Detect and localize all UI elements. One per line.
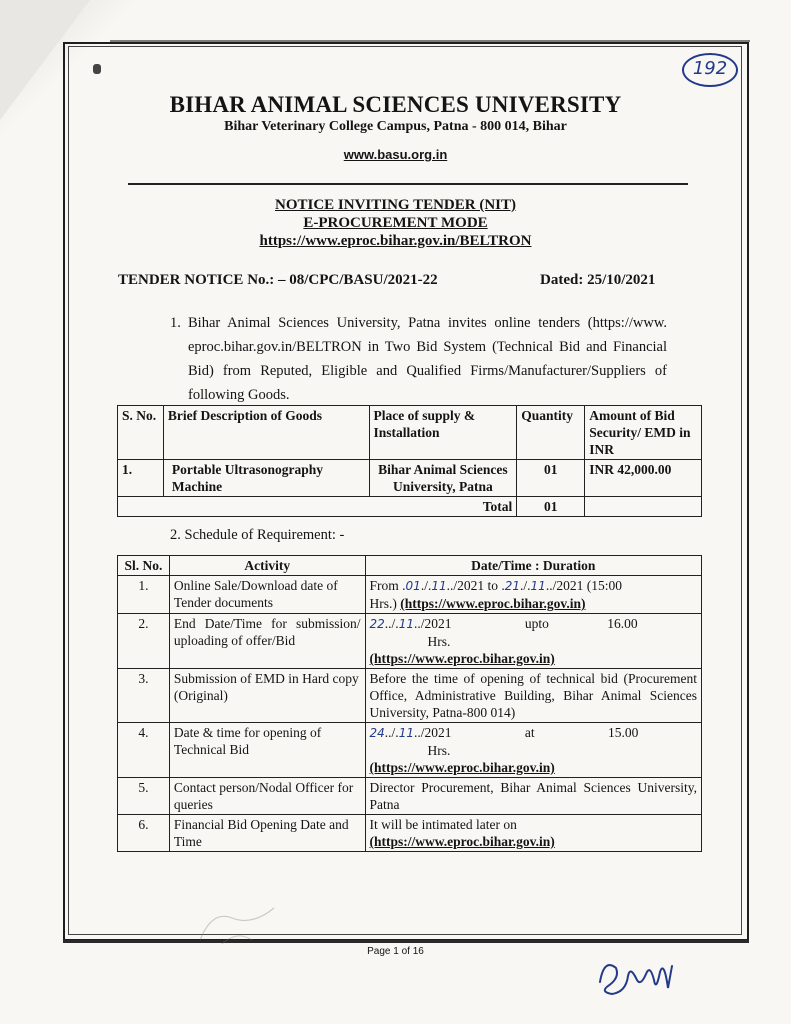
schedule-slno: 6.: [118, 815, 170, 852]
schedule-table: [117, 555, 702, 852]
goods-header-sno: S. No.: [118, 406, 164, 460]
schedule-datetime: Director Procurement, Bihar Animal Sciences University, Patna: [365, 778, 701, 815]
date-text: Hrs.): [369, 596, 401, 611]
university-website[interactable]: www.basu.org.in: [343, 147, 448, 162]
schedule-datetime: [365, 614, 701, 669]
handwritten-month: 11: [530, 579, 546, 593]
eproc-url-heading[interactable]: https://www.eproc.bihar.gov.in/BELTRON: [259, 233, 532, 249]
time-text: 15.00: [607, 725, 639, 740]
date-text: ./.: [420, 578, 432, 593]
time-text: Hrs.: [427, 743, 451, 758]
schedule-slno: 1.: [118, 576, 170, 614]
time-text: 16.00: [607, 616, 638, 631]
date-text: ../.: [384, 725, 399, 740]
goods-total-empty: [585, 497, 702, 517]
tender-number: TENDER NOTICE No.: – 08/CPC/BASU/2021-22: [118, 272, 438, 288]
date-text: ../2021 (15:00: [545, 578, 622, 593]
goods-total-label: Total: [118, 497, 517, 517]
procurement-mode-heading: E-PROCUREMENT MODE: [303, 215, 488, 231]
handwritten-month: 11: [398, 617, 414, 631]
page-footer: Page 1 of 16: [367, 946, 424, 957]
goods-cell-emd: INR 42,000.00: [585, 460, 702, 497]
goods-cell-sno: 1.: [118, 460, 164, 497]
table-row: [118, 815, 702, 852]
schedule-datetime: [365, 815, 701, 852]
eproc-link[interactable]: (https://www.eproc.bihar.gov.in): [369, 834, 555, 849]
handwritten-month: 11: [398, 726, 414, 740]
handwritten-page-number: 192: [682, 53, 738, 87]
date-text: ../2021: [413, 725, 452, 740]
goods-header-place: Place of supply & Installation: [369, 406, 517, 460]
goods-cell-place: Bihar Animal Sciences University, Patna: [369, 460, 517, 497]
goods-header-description: Brief Description of Goods: [163, 406, 369, 460]
table-row: [118, 614, 702, 669]
tender-date: Dated: 25/10/2021: [540, 272, 656, 288]
eproc-link[interactable]: (https://www.eproc.bihar.gov.in): [369, 651, 555, 666]
schedule-datetime: [365, 576, 701, 614]
goods-table: [117, 405, 702, 517]
paragraph-text: Bihar Animal Sciences University, Patna invites online tenders (https://www. eproc.bihar.gov.in/BELTRON in Two Bid System (Technical Bid and Financial Bid) from Reputed, Eligible and Qualified Firms/Manufacturer/Suppliers of following Goods.: [188, 315, 667, 403]
goods-table-header-row: [118, 406, 702, 460]
paragraph-number: 1.: [170, 315, 181, 331]
date-text: It will be intimated later on: [369, 817, 517, 832]
handwritten-month: 11: [431, 579, 447, 593]
header-divider: [128, 183, 688, 185]
university-name: BIHAR ANIMAL SCIENCES UNIVERSITY: [169, 92, 622, 117]
goods-total-row: [118, 497, 702, 517]
handwritten-day: 21: [504, 579, 521, 593]
handwritten-day: 24: [369, 726, 385, 740]
date-text: at: [524, 725, 535, 740]
schedule-slno: 5.: [118, 778, 170, 815]
date-text: ./.: [520, 578, 531, 593]
schedule-header-slno: Sl. No.: [118, 556, 170, 576]
goods-cell-quantity: 01: [517, 460, 585, 497]
schedule-activity: Submission of EMD in Hard copy (Original): [169, 669, 365, 723]
goods-header-quantity: Quantity: [517, 406, 585, 460]
schedule-activity: Contact person/Nodal Officer for queries: [169, 778, 365, 815]
schedule-slno: 3.: [118, 669, 170, 723]
university-address: Bihar Veterinary College Campus, Patna - 800 014, Bihar: [224, 119, 567, 134]
signature-mark: [590, 952, 680, 1002]
handwritten-day: 22: [369, 617, 385, 631]
handwritten-day: 01: [405, 579, 421, 593]
schedule-header-activity: Activity: [169, 556, 365, 576]
date-text: ../2021: [413, 616, 452, 631]
goods-total-value: 01: [517, 497, 585, 517]
goods-cell-description: Portable Ultrasonography Machine: [163, 460, 369, 497]
schedule-datetime: [365, 723, 701, 778]
schedule-header-row: [118, 556, 702, 576]
table-row: [118, 778, 702, 815]
schedule-slno: 4.: [118, 723, 170, 778]
schedule-datetime: Before the time of opening of technical bid (Procurement Office, Administrative Building, Bihar Animal Sciences University, Patna-800 014): [365, 669, 701, 723]
date-text: From .: [369, 578, 406, 593]
schedule-activity: Financial Bid Opening Date and Time: [169, 815, 365, 852]
faded-stamp-mark: [192, 900, 282, 948]
table-row: [118, 723, 702, 778]
schedule-activity: Date & time for opening of Technical Bid: [169, 723, 365, 778]
eproc-link[interactable]: (https://www.eproc.bihar.gov.in): [400, 596, 586, 611]
table-row: [118, 460, 702, 497]
eproc-link[interactable]: (https://www.eproc.bihar.gov.in): [369, 760, 555, 775]
schedule-heading: 2. Schedule of Requirement: -: [170, 527, 345, 543]
schedule-activity: End Date/Time for submission/ uploading of offer/Bid: [169, 614, 365, 669]
schedule-activity: Online Sale/Download date of Tender documents: [169, 576, 365, 614]
notice-heading: NOTICE INVITING TENDER (NIT): [274, 197, 517, 213]
date-text: upto: [524, 616, 549, 631]
table-row: [118, 576, 702, 614]
intro-paragraph: [170, 311, 667, 407]
date-text: ../.: [384, 616, 399, 631]
date-text: ../2021 to .: [446, 578, 505, 593]
schedule-header-date: Date/Time : Duration: [365, 556, 701, 576]
table-row: [118, 669, 702, 723]
schedule-slno: 2.: [118, 614, 170, 669]
goods-header-emd: Amount of Bid Security/ EMD in INR: [585, 406, 702, 460]
time-text: Hrs.: [427, 634, 451, 649]
bottom-rule: [63, 940, 749, 943]
